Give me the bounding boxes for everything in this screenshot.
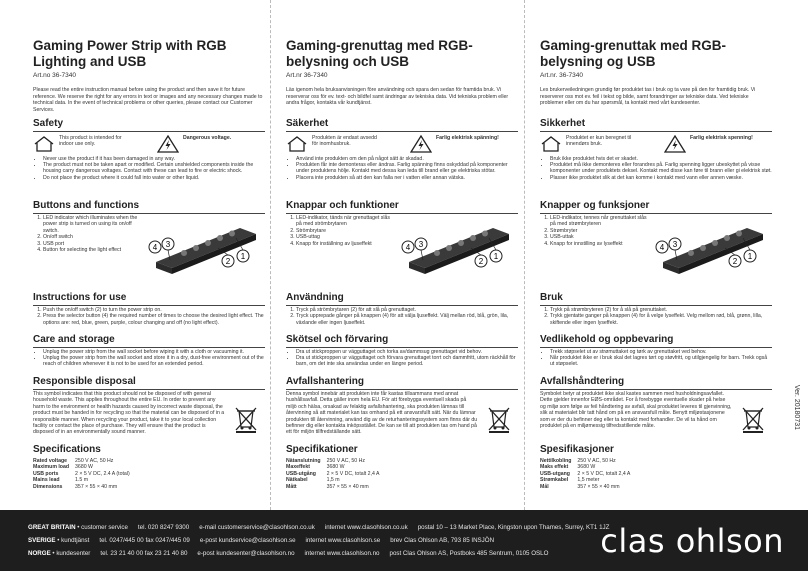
section-heading: Vedlikehold og oppbevaring bbox=[540, 334, 772, 348]
svg-text:1: 1 bbox=[493, 252, 499, 261]
section-heading: Specifications bbox=[33, 444, 101, 455]
spec-key: Nätanslutning bbox=[286, 458, 321, 464]
spec-value: 357 × 55 × 40 mm bbox=[326, 483, 369, 490]
list-item: • Använd inte produkten om den på något sätt är skadad. bbox=[296, 156, 518, 162]
section-heading: Sikkerhet bbox=[540, 118, 772, 132]
specs-table bbox=[33, 458, 136, 490]
list-item: 4. Knapp för inställning av ljuseffekt bbox=[296, 241, 396, 247]
instructions-section bbox=[33, 292, 265, 326]
spec-key: Mål bbox=[540, 483, 549, 490]
care-section bbox=[540, 334, 772, 368]
safety-section bbox=[286, 118, 518, 181]
column-english bbox=[33, 38, 265, 490]
safety-section bbox=[540, 118, 772, 181]
svg-text:3: 3 bbox=[165, 240, 171, 249]
specs-section bbox=[33, 444, 265, 490]
spec-key: Rated voltage bbox=[33, 458, 68, 464]
buttons-list bbox=[33, 215, 143, 253]
list-item: • Når produktet ikke er i bruk skal det lagres tørt og støvfritt, og utilgjengelig for barn. Trekk også ut støpselet. bbox=[550, 355, 772, 367]
spec-value: 1,5 meter bbox=[577, 477, 600, 484]
buttons-list bbox=[540, 215, 650, 247]
list-item: 2. Trykk gjentatte ganger på knappen (4) for å velge lyseffekt. Velg mellom rød, blå, grønn, lilla, skiftende eller ingen lyseffekt. bbox=[550, 313, 772, 326]
indoor-house-icon bbox=[540, 135, 562, 153]
danger-note: Farlig elektrisk spenning! bbox=[690, 135, 753, 141]
table-row bbox=[540, 484, 636, 490]
section-heading: Avfallshåndtering bbox=[540, 376, 772, 390]
list-item: • Bruk ikke produktet hvis det er skadet. bbox=[550, 156, 772, 162]
column-swedish bbox=[286, 38, 518, 490]
section-heading: Skötsel och förvaring bbox=[286, 334, 518, 348]
spec-value: 2 × 5 V DC, totalt 2,4 A bbox=[326, 470, 380, 477]
section-heading: Responsible disposal bbox=[33, 376, 265, 390]
spec-value: 1,5 m bbox=[326, 477, 340, 484]
indoor-note: Produktet er kun beregnet til innendørs bruk. bbox=[566, 135, 632, 148]
footer bbox=[0, 510, 808, 571]
disposal-section bbox=[540, 376, 772, 438]
list-item: • Plasser ikke produktet slik at det kan komme i kontakt med vann eller annen væske. bbox=[550, 175, 772, 181]
instructions-list bbox=[33, 307, 265, 326]
instructions-list bbox=[540, 307, 772, 326]
list-item: • Produkten får inte demonteras eller ändras. Farlig spänning finns oskyddad på komponenter under produktens hölje. Kontakt med dessa kan leda till brand eller ge elektriska stötar. bbox=[296, 162, 518, 174]
weee-bin-icon bbox=[233, 405, 259, 433]
spec-key: Strømkabel bbox=[540, 477, 569, 484]
section-heading: Användning bbox=[286, 292, 518, 306]
list-item: 2. Strömbrytare bbox=[296, 228, 396, 234]
list-item: 2. Press the selector button (4) the required number of times to choose the desired light effect. The options are: red, blue, green, purple, colour changing and off (no light effect). bbox=[43, 313, 265, 326]
column-norwegian bbox=[540, 38, 772, 490]
safety-list bbox=[33, 156, 265, 181]
article-number: Art.nr 36-7340 bbox=[286, 72, 328, 79]
spec-value: 357 × 55 × 40 mm bbox=[577, 483, 620, 490]
care-list bbox=[286, 349, 518, 368]
instructions-section bbox=[540, 292, 772, 326]
power-strip-illustration bbox=[401, 222, 516, 282]
list-item: 1. LED indicator which illuminates when the power strip is turned on using its on/off switch. bbox=[43, 215, 143, 234]
footer-row-gb: GREAT BRITAIN • customer service tel. 020 8247 9300 e-mail customerservice@clasohlson.co.uk internet www.clasohlson.co.uk postal 10 – 13 Market Place, Kingston upon Thames, Surrey, KT1 1JZ bbox=[28, 524, 610, 531]
section-heading: Bruk bbox=[540, 292, 772, 306]
specs-section bbox=[286, 444, 518, 490]
buttons-section bbox=[540, 200, 772, 295]
indoor-house-icon bbox=[286, 135, 308, 153]
spec-value: 357 × 55 × 40 mm bbox=[75, 483, 118, 490]
manual-title: Gaming-grenuttak med RGB-belysning og USB bbox=[540, 38, 727, 69]
voltage-warning-icon bbox=[410, 135, 432, 153]
section-heading: Knapper og funksjoner bbox=[540, 200, 772, 214]
article-number: Art.no 36-7340 bbox=[33, 72, 77, 79]
svg-text:3: 3 bbox=[672, 240, 678, 249]
list-item: 3. USB-uttak bbox=[550, 234, 650, 240]
disposal-section bbox=[33, 376, 265, 438]
list-item: • Unplug the power strip from the wall socket before wiping it with a cloth or vacuuming it. bbox=[43, 349, 265, 355]
section-heading: Avfallshantering bbox=[286, 376, 518, 390]
specs-table bbox=[286, 458, 386, 490]
list-item: • Never use the product if it has been damaged in any way. bbox=[43, 156, 265, 162]
list-item: • Dra ut stickproppen ur vägguttaget och förvara grenuttaget torrt och dammfritt, utom räckhåll för barn, om det inte ska användas under en längre period. bbox=[296, 355, 518, 367]
specs-table bbox=[540, 458, 636, 490]
spec-value: 3680 W bbox=[75, 464, 93, 471]
list-item: 1. LED-indikator, tänds när grenuttaget slås på med strömbrytaren bbox=[296, 215, 396, 228]
table-row bbox=[33, 484, 136, 490]
list-item: 1. LED-indikator, tennes når grenuttaket slås på med strømbryteren bbox=[550, 215, 650, 228]
spec-value: 3680 W bbox=[577, 464, 596, 471]
svg-text:4: 4 bbox=[405, 243, 411, 252]
spec-value: 2 × 5 V DC, totalt 2,4 A bbox=[577, 470, 631, 477]
list-item: 2. On/off switch bbox=[43, 234, 143, 240]
buttons-section bbox=[286, 200, 518, 295]
care-list bbox=[540, 349, 772, 368]
disposal-section bbox=[286, 376, 518, 438]
spec-value: 2 × 5 V DC, 2.4 A (total) bbox=[75, 470, 130, 477]
spec-key: USB-utgang bbox=[540, 470, 570, 477]
fold-line bbox=[524, 0, 525, 510]
instructions-list bbox=[286, 307, 518, 326]
brand-logo: clas ohlson bbox=[600, 522, 784, 560]
spec-key: USB-utgång bbox=[286, 470, 316, 477]
disposal-text: This symbol indicates that this product should not be disposed of with general household waste. This applies throughout the entire EU. In order to prevent any harm to the environment or health hazards caused by incorrect waste disposal, the product must be handed in for recycling so that the material can be disposed of in a responsible manner. When recycling your product, take it to your local collection facility or contact the place of purchase. They will ensure that the product is disposed of in an environmentally sound manner. bbox=[33, 391, 225, 436]
footer-row-no: NORGE • kundesenter tel. 23 21 40 00 fax 23 21 40 80 e-post kundesenter@clasohlson.no internet www.clasohlson.no post Clas Ohlson AS, Postboks 485 Sentrum, 0105 OSLO bbox=[28, 550, 549, 557]
spec-key: Nettilkobling bbox=[540, 458, 572, 464]
section-heading: Knappar och funktioner bbox=[286, 200, 518, 214]
spec-key: Dimensions bbox=[33, 483, 63, 490]
list-item: 4. Button for selecting the light effect bbox=[43, 247, 143, 253]
weee-bin-icon bbox=[740, 405, 766, 433]
care-list bbox=[33, 349, 265, 368]
spec-value: 250 V AC, 50 Hz bbox=[326, 458, 365, 464]
list-item: • Dra ut stickproppen ur vägguttaget och torka av/dammsug grenuttaget vid behov. bbox=[296, 349, 518, 355]
care-section bbox=[33, 334, 265, 368]
list-item: • The product must not be taken apart or modified. Certain unshielded components inside the housing carry dangerous voltages. Contact with these can lead to fire or electric shock. bbox=[43, 162, 265, 174]
svg-text:3: 3 bbox=[418, 240, 424, 249]
spec-key: Mått bbox=[286, 483, 297, 490]
buttons-list bbox=[286, 215, 396, 247]
spec-value: 250 V AC, 50 Hz bbox=[577, 458, 616, 464]
indoor-house-icon bbox=[33, 135, 55, 153]
intro-text: Les brukerveiledningen grundig før produktet tas i bruk og ta vare på den for framtidig bruk. Vi reserverer oss mot ev. feil i tekst og bilde, samt forandringer av tekniske data. Ved tekniske problemer eller om du har spørsmål, ta kontakt med vårt kundesenter. bbox=[540, 87, 756, 107]
weee-bin-icon bbox=[486, 405, 512, 433]
list-item: • Produktet må ikke demonteres eller forandres på. Farlig spenning ligger ubeskyttet på visse komponenter under produktets deksel. Kontakt med disse kan føre til brann eller gi elektrisk støt. bbox=[550, 162, 772, 174]
section-heading: Instructions for use bbox=[33, 292, 265, 306]
svg-text:4: 4 bbox=[152, 243, 158, 252]
manual-title: Gaming-grenuttag med RGB-belysning och USB bbox=[286, 38, 473, 69]
safety-list bbox=[286, 156, 518, 181]
list-item: 2. Tryck upprepade gånger på knappen (4) för att välja ljuseffekt. Välj mellan röd, blå, grön, lila, växlande eller ingen ljuseffekt. bbox=[296, 313, 518, 326]
disposal-text: Symbolet betyr at produktet ikke skal kastes sammen med husholdningsavfallet. Dette gjelder innenfor EØS-området. For å forebygge eventuelle skader på helse og miljø som følge av feil håndtering av avfall, skal produktet leveres til gjenvinning, slik at materialet blir tatt hånd om på en ansvarsfull måte. Benytt miljøstasjonene som er der du befinner deg eller ta kontakt med forhandler. De vil ta hånd om produktet på en miljømessig tilfredsstillende måte. bbox=[540, 391, 732, 430]
svg-text:2: 2 bbox=[478, 257, 484, 266]
list-item: 1. Trykk på strømbryteren (2) for å slå på grenuttaket. bbox=[550, 307, 772, 313]
spec-key: Nätkabel bbox=[286, 477, 308, 484]
version-label: Ver. 20180731 bbox=[793, 384, 800, 430]
svg-text:2: 2 bbox=[732, 257, 738, 266]
list-item: 3. USB-uttag bbox=[296, 234, 396, 240]
fold-line bbox=[270, 0, 271, 510]
list-item: • Do not place the product where it could fall into water or other liquid. bbox=[43, 175, 265, 181]
section-heading: Spesifikasjoner bbox=[540, 444, 614, 455]
list-item: 1. Tryck på strömbrytaren (2) för att slå på grenuttaget. bbox=[296, 307, 518, 313]
svg-text:1: 1 bbox=[240, 252, 246, 261]
manual-title: Gaming Power Strip with RGB Lighting and USB bbox=[33, 38, 227, 69]
voltage-warning-icon bbox=[664, 135, 686, 153]
section-heading: Care and storage bbox=[33, 334, 265, 348]
svg-text:2: 2 bbox=[225, 257, 231, 266]
spec-value: 3680 W bbox=[326, 464, 345, 471]
voltage-warning-icon bbox=[157, 135, 179, 153]
safety-section bbox=[33, 118, 265, 181]
intro-text: Please read the entire instruction manual before using the product and then save it for future reference. We reserve the right for any errors in text or images and any necessary changes made to technical data. In the event of technical problems or other queries, please contact our Customer Services. bbox=[33, 87, 263, 113]
list-item: 3. USB port bbox=[43, 241, 143, 247]
spec-key: Mains lead bbox=[33, 477, 60, 484]
table-row bbox=[286, 484, 386, 490]
spec-value: 1.5 m bbox=[75, 477, 89, 484]
list-item: • Unplug the power strip from the wall socket and store it in a dry, dust-free environment out of the reach of children whenever it is not to be used for an extended period. bbox=[43, 355, 265, 367]
danger-note: Dangerous voltage. bbox=[183, 135, 232, 141]
danger-note: Farlig elektrisk spänning! bbox=[436, 135, 499, 141]
buttons-section bbox=[33, 200, 265, 295]
section-heading: Specifikationer bbox=[286, 444, 358, 455]
svg-text:1: 1 bbox=[747, 252, 753, 261]
disposal-text: Denna symbol innebär att produkten inte får kastas tillsammans med annat hushållsavfall. Detta gäller inom hela EU. För att förebygga eventuell skada på miljö och hälsa, orsakad av felaktig avfallshantering, ska produkten lämnas till återvinning så att materialet kan tas omhand på ett ansvarsfullt sätt. När du lämnar produkten till återvinning, använd dig av de returhanteringssystem som finns där du befinner dig eller kontakta inköpsstället. De kan se till att produkten tas om hand på ett för miljön tillfredställande sätt. bbox=[286, 391, 478, 436]
section-heading: Buttons and functions bbox=[33, 200, 265, 214]
spec-key: Maks effekt bbox=[540, 464, 569, 471]
section-heading: Säkerhet bbox=[286, 118, 518, 132]
safety-list bbox=[540, 156, 772, 181]
spec-key: Maximum load bbox=[33, 464, 70, 471]
care-section bbox=[286, 334, 518, 368]
power-strip-illustration bbox=[655, 222, 770, 282]
intro-text: Läs igenom hela bruksanvisningen före användning och spara den sedan för framtida bruk. Vi reserverar oss för ev. text- och bildfel samt ändringar av tekniska data. Vid tekniska problem eller andra frågor, kontakta vår kundtjänst. bbox=[286, 87, 509, 107]
svg-text:4: 4 bbox=[659, 243, 665, 252]
spec-key: USB ports bbox=[33, 470, 59, 477]
indoor-note: This product is intended for indoor use only. bbox=[59, 135, 122, 148]
power-strip-illustration bbox=[148, 222, 263, 282]
specs-section bbox=[540, 444, 772, 490]
indoor-note: Produkten är endast avsedd för inomhusbruk. bbox=[312, 135, 377, 148]
footer-row-se: SVERIGE • kundtjänst tel. 0247/445 00 fax 0247/445 09 e-post kundservice@clasohlson.se internet www.clasohlson.se brev Clas Ohlson AB, 793 85 INSJÖN bbox=[28, 537, 495, 544]
list-item: • Trekk støpselet ut av strømuttaket og tørk av grenuttaket ved behov. bbox=[550, 349, 772, 355]
spec-value: 250 V AC, 50 Hz bbox=[75, 458, 114, 464]
article-number: Art.nr. 36-7340 bbox=[540, 72, 583, 79]
list-item: • Placera inte produkten så att den kan falla ner i vatten eller annan vätska. bbox=[296, 175, 518, 181]
spec-key: Maxeffekt bbox=[286, 464, 310, 471]
list-item: 2. Strømbryter bbox=[550, 228, 650, 234]
instructions-section bbox=[286, 292, 518, 326]
list-item: 4. Knapp for innstilling av lyseffekt bbox=[550, 241, 650, 247]
section-heading: Safety bbox=[33, 118, 265, 132]
list-item: 1. Push the on/off switch (2) to turn the power strip on. bbox=[43, 307, 265, 313]
